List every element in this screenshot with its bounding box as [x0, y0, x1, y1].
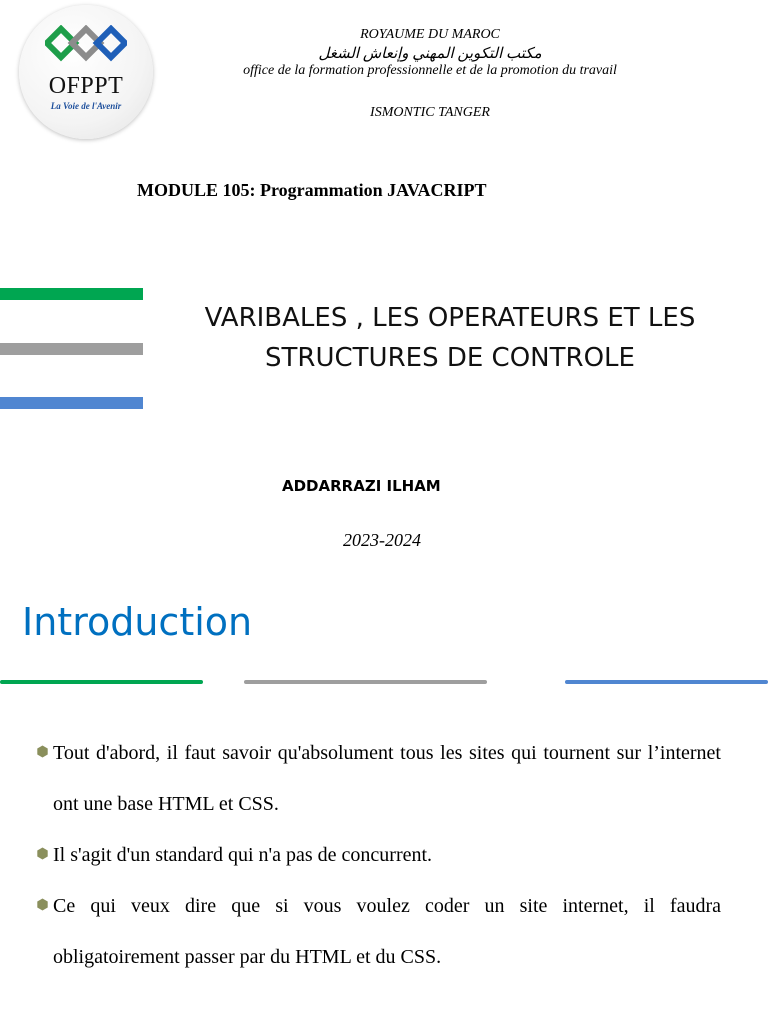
divider-blue	[565, 680, 768, 684]
bullet-icon	[36, 898, 49, 911]
deco-bar-blue	[0, 397, 143, 409]
bullet-text: Il s'agit d'un standard qui n'a pas de concurrent.	[53, 844, 433, 866]
list-item	[36, 728, 721, 830]
author-name: ADDARRAZI ILHAM	[282, 477, 441, 495]
main-title	[180, 298, 720, 378]
ofppt-logo	[19, 5, 153, 139]
ofppt-logo-icon	[45, 25, 127, 69]
divider-gray	[244, 680, 487, 684]
bullet-text: Ce qui veux dire que si vous voulez coder un site internet, il faudra obligatoirement passer par du HTML et du CSS.	[53, 895, 721, 968]
main-title-line-2: STRUCTURES DE CONTROLE	[265, 343, 635, 373]
logo-tagline: La Voie de l'Avenir	[50, 101, 122, 111]
list-item	[36, 881, 721, 983]
academic-year: 2023-2024	[343, 530, 421, 550]
bullet-icon	[36, 847, 49, 860]
header-school: ISMONTIC TANGER	[370, 105, 490, 120]
list-item	[36, 830, 721, 881]
main-title-line-1: VARIBALES , LES OPERATEURS ET LES	[204, 303, 696, 333]
deco-bar-gray	[0, 343, 143, 355]
intro-title: Introduction	[22, 600, 253, 644]
bullet-icon	[36, 745, 49, 758]
header-arabic: مكتب التكوين المهني وإنعاش الشغل	[318, 46, 542, 62]
header-kingdom: ROYAUME DU MAROC	[360, 27, 500, 42]
bullet-text: Tout d'abord, il faut savoir qu'absolument tous les sites qui tournent sur l’internet ont une base HTML et CSS.	[53, 742, 721, 815]
header-office: office de la formation professionnelle et de la promotion du travail	[243, 63, 617, 78]
logo-name: OFPPT	[48, 73, 124, 99]
divider-green	[0, 680, 203, 684]
deco-bar-green	[0, 288, 143, 300]
module-title: MODULE 105: Programmation JAVACRIPT	[137, 180, 487, 200]
intro-bullet-list	[36, 728, 721, 983]
